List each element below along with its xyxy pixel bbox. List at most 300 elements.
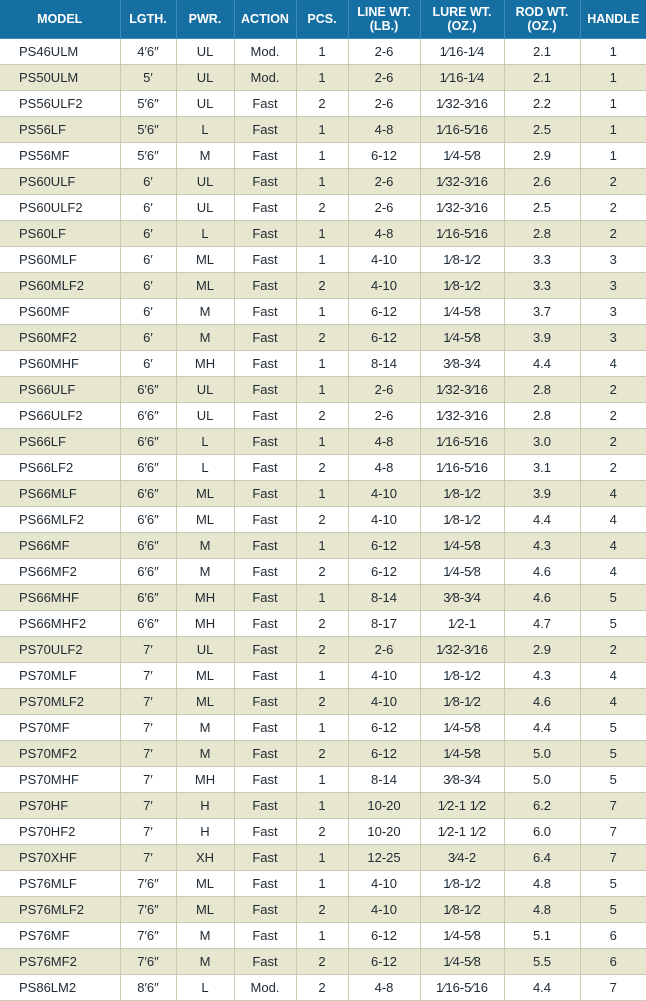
cell-handle: 4 bbox=[580, 558, 646, 584]
cell-handle: 2 bbox=[580, 376, 646, 402]
cell-model: PS60MF2 bbox=[0, 324, 120, 350]
cell-pieces: 1 bbox=[296, 766, 348, 792]
cell-rod-weight: 2.1 bbox=[504, 38, 580, 64]
table-row bbox=[0, 844, 646, 870]
cell-pieces: 2 bbox=[296, 948, 348, 974]
cell-line-weight: 4-8 bbox=[348, 220, 420, 246]
cell-handle: 1 bbox=[580, 38, 646, 64]
cell-lure-weight: 1⁄16-1⁄4 bbox=[420, 64, 504, 90]
cell-model: PS66ULF2 bbox=[0, 402, 120, 428]
cell-pieces: 2 bbox=[296, 324, 348, 350]
col-header-lure-weight: LURE WT. (OZ.) bbox=[420, 0, 504, 38]
cell-pieces: 1 bbox=[296, 376, 348, 402]
table-row bbox=[0, 610, 646, 636]
table-row bbox=[0, 246, 646, 272]
cell-length: 6′6″ bbox=[120, 532, 176, 558]
cell-model: PS66LF bbox=[0, 428, 120, 454]
cell-lure-weight: 1⁄16-5⁄16 bbox=[420, 116, 504, 142]
table-row bbox=[0, 402, 646, 428]
col-header-power: PWR. bbox=[176, 0, 234, 38]
cell-line-weight: 6-12 bbox=[348, 298, 420, 324]
cell-handle: 5 bbox=[580, 610, 646, 636]
cell-model: PS76MF bbox=[0, 922, 120, 948]
cell-pieces: 2 bbox=[296, 454, 348, 480]
cell-length: 7′ bbox=[120, 662, 176, 688]
cell-pieces: 1 bbox=[296, 246, 348, 272]
cell-lure-weight: 1⁄4-5⁄8 bbox=[420, 298, 504, 324]
cell-rod-weight: 3.7 bbox=[504, 298, 580, 324]
cell-rod-weight: 2.5 bbox=[504, 116, 580, 142]
cell-power: M bbox=[176, 740, 234, 766]
cell-pieces: 1 bbox=[296, 532, 348, 558]
cell-lure-weight: 3⁄4-2 bbox=[420, 844, 504, 870]
cell-rod-weight: 4.4 bbox=[504, 974, 580, 1000]
cell-power: ML bbox=[176, 662, 234, 688]
cell-line-weight: 8-17 bbox=[348, 610, 420, 636]
cell-line-weight: 8-14 bbox=[348, 350, 420, 376]
cell-handle: 4 bbox=[580, 480, 646, 506]
cell-action: Fast bbox=[234, 896, 296, 922]
cell-action: Fast bbox=[234, 324, 296, 350]
cell-rod-weight: 3.1 bbox=[504, 454, 580, 480]
cell-model: PS66MLF bbox=[0, 480, 120, 506]
table-row bbox=[0, 558, 646, 584]
cell-action: Fast bbox=[234, 90, 296, 116]
cell-action: Fast bbox=[234, 246, 296, 272]
cell-lure-weight: 1⁄16-5⁄16 bbox=[420, 220, 504, 246]
cell-power: M bbox=[176, 532, 234, 558]
cell-action: Fast bbox=[234, 870, 296, 896]
cell-lure-weight: 1⁄16-5⁄16 bbox=[420, 428, 504, 454]
cell-rod-weight: 5.0 bbox=[504, 740, 580, 766]
cell-pieces: 2 bbox=[296, 896, 348, 922]
cell-length: 7′6″ bbox=[120, 870, 176, 896]
cell-power: UL bbox=[176, 64, 234, 90]
col-header-action: ACTION bbox=[234, 0, 296, 38]
cell-action: Fast bbox=[234, 116, 296, 142]
cell-length: 6′ bbox=[120, 194, 176, 220]
cell-handle: 6 bbox=[580, 922, 646, 948]
cell-length: 6′6″ bbox=[120, 480, 176, 506]
cell-lure-weight: 1⁄8-1⁄2 bbox=[420, 896, 504, 922]
cell-power: UL bbox=[176, 90, 234, 116]
col-header-handle: HANDLE bbox=[580, 0, 646, 38]
cell-line-weight: 4-10 bbox=[348, 870, 420, 896]
cell-lure-weight: 1⁄16-1⁄4 bbox=[420, 38, 504, 64]
cell-power: ML bbox=[176, 870, 234, 896]
cell-model: PS66LF2 bbox=[0, 454, 120, 480]
cell-model: PS70HF2 bbox=[0, 818, 120, 844]
table-row bbox=[0, 688, 646, 714]
cell-lure-weight: 3⁄8-3⁄4 bbox=[420, 350, 504, 376]
cell-lure-weight: 1⁄16-5⁄16 bbox=[420, 454, 504, 480]
cell-pieces: 1 bbox=[296, 64, 348, 90]
cell-action: Fast bbox=[234, 688, 296, 714]
cell-lure-weight: 1⁄2-1 1⁄2 bbox=[420, 818, 504, 844]
table-row bbox=[0, 506, 646, 532]
cell-power: M bbox=[176, 324, 234, 350]
cell-line-weight: 10-20 bbox=[348, 818, 420, 844]
cell-model: PS70MLF bbox=[0, 662, 120, 688]
cell-pieces: 1 bbox=[296, 584, 348, 610]
cell-line-weight: 4-10 bbox=[348, 246, 420, 272]
cell-length: 8′6″ bbox=[120, 974, 176, 1000]
cell-rod-weight: 4.8 bbox=[504, 896, 580, 922]
cell-rod-weight: 4.3 bbox=[504, 662, 580, 688]
cell-power: L bbox=[176, 428, 234, 454]
cell-model: PS60ULF2 bbox=[0, 194, 120, 220]
cell-model: PS60MLF bbox=[0, 246, 120, 272]
cell-power: ML bbox=[176, 246, 234, 272]
table-row bbox=[0, 766, 646, 792]
cell-model: PS76MF2 bbox=[0, 948, 120, 974]
cell-length: 6′ bbox=[120, 272, 176, 298]
cell-length: 6′6″ bbox=[120, 402, 176, 428]
cell-pieces: 1 bbox=[296, 116, 348, 142]
table-row bbox=[0, 194, 646, 220]
cell-length: 6′ bbox=[120, 298, 176, 324]
table-row bbox=[0, 974, 646, 1000]
cell-line-weight: 4-10 bbox=[348, 688, 420, 714]
col-header-model: MODEL bbox=[0, 0, 120, 38]
cell-rod-weight: 4.6 bbox=[504, 688, 580, 714]
table-row bbox=[0, 662, 646, 688]
cell-rod-weight: 5.5 bbox=[504, 948, 580, 974]
cell-line-weight: 6-12 bbox=[348, 142, 420, 168]
cell-pieces: 2 bbox=[296, 740, 348, 766]
cell-handle: 5 bbox=[580, 870, 646, 896]
cell-rod-weight: 4.6 bbox=[504, 584, 580, 610]
cell-pieces: 1 bbox=[296, 38, 348, 64]
cell-length: 6′6″ bbox=[120, 428, 176, 454]
cell-length: 6′ bbox=[120, 324, 176, 350]
table-row bbox=[0, 272, 646, 298]
cell-pieces: 1 bbox=[296, 480, 348, 506]
cell-rod-weight: 2.8 bbox=[504, 376, 580, 402]
cell-line-weight: 2-6 bbox=[348, 64, 420, 90]
cell-model: PS86LM2 bbox=[0, 974, 120, 1000]
cell-action: Fast bbox=[234, 350, 296, 376]
cell-rod-weight: 4.8 bbox=[504, 870, 580, 896]
cell-length: 7′ bbox=[120, 740, 176, 766]
cell-model: PS60LF bbox=[0, 220, 120, 246]
col-header-pieces: PCS. bbox=[296, 0, 348, 38]
cell-handle: 4 bbox=[580, 532, 646, 558]
cell-power: L bbox=[176, 974, 234, 1000]
table-row bbox=[0, 584, 646, 610]
cell-power: UL bbox=[176, 38, 234, 64]
cell-handle: 7 bbox=[580, 818, 646, 844]
cell-line-weight: 6-12 bbox=[348, 558, 420, 584]
cell-action: Fast bbox=[234, 376, 296, 402]
cell-line-weight: 4-10 bbox=[348, 272, 420, 298]
cell-rod-weight: 6.2 bbox=[504, 792, 580, 818]
cell-pieces: 1 bbox=[296, 168, 348, 194]
table-row bbox=[0, 922, 646, 948]
col-header-length: LGTH. bbox=[120, 0, 176, 38]
cell-lure-weight: 1⁄4-5⁄8 bbox=[420, 740, 504, 766]
col-header-line-weight: LINE WT. (LB.) bbox=[348, 0, 420, 38]
table-row bbox=[0, 792, 646, 818]
cell-pieces: 2 bbox=[296, 818, 348, 844]
cell-action: Fast bbox=[234, 662, 296, 688]
cell-power: MH bbox=[176, 350, 234, 376]
cell-line-weight: 6-12 bbox=[348, 532, 420, 558]
cell-length: 4′6″ bbox=[120, 38, 176, 64]
cell-rod-weight: 3.9 bbox=[504, 480, 580, 506]
cell-lure-weight: 1⁄4-5⁄8 bbox=[420, 532, 504, 558]
cell-model: PS66MHF bbox=[0, 584, 120, 610]
cell-lure-weight: 1⁄4-5⁄8 bbox=[420, 558, 504, 584]
table-row bbox=[0, 350, 646, 376]
cell-handle: 4 bbox=[580, 662, 646, 688]
cell-model: PS60MF bbox=[0, 298, 120, 324]
cell-action: Fast bbox=[234, 402, 296, 428]
cell-model: PS60MLF2 bbox=[0, 272, 120, 298]
cell-lure-weight: 1⁄32-3⁄16 bbox=[420, 376, 504, 402]
cell-power: M bbox=[176, 922, 234, 948]
cell-rod-weight: 4.7 bbox=[504, 610, 580, 636]
cell-lure-weight: 1⁄8-1⁄2 bbox=[420, 246, 504, 272]
cell-handle: 2 bbox=[580, 168, 646, 194]
cell-rod-weight: 5.0 bbox=[504, 766, 580, 792]
cell-line-weight: 6-12 bbox=[348, 922, 420, 948]
cell-pieces: 2 bbox=[296, 974, 348, 1000]
table-row bbox=[0, 454, 646, 480]
cell-power: XH bbox=[176, 844, 234, 870]
cell-pieces: 1 bbox=[296, 220, 348, 246]
cell-rod-weight: 2.6 bbox=[504, 168, 580, 194]
cell-power: MH bbox=[176, 766, 234, 792]
cell-line-weight: 12-25 bbox=[348, 844, 420, 870]
cell-power: M bbox=[176, 558, 234, 584]
cell-power: MH bbox=[176, 584, 234, 610]
cell-model: PS46ULM bbox=[0, 38, 120, 64]
cell-rod-weight: 6.4 bbox=[504, 844, 580, 870]
cell-model: PS70MF2 bbox=[0, 740, 120, 766]
cell-model: PS50ULM bbox=[0, 64, 120, 90]
table-row bbox=[0, 480, 646, 506]
table-row bbox=[0, 896, 646, 922]
cell-power: UL bbox=[176, 168, 234, 194]
cell-model: PS66ULF bbox=[0, 376, 120, 402]
cell-lure-weight: 1⁄2-1 bbox=[420, 610, 504, 636]
cell-handle: 2 bbox=[580, 636, 646, 662]
table-body bbox=[0, 38, 646, 1000]
table-row bbox=[0, 948, 646, 974]
cell-action: Fast bbox=[234, 740, 296, 766]
cell-length: 7′ bbox=[120, 688, 176, 714]
cell-model: PS66MHF2 bbox=[0, 610, 120, 636]
cell-rod-weight: 4.4 bbox=[504, 506, 580, 532]
cell-lure-weight: 1⁄4-5⁄8 bbox=[420, 948, 504, 974]
cell-action: Fast bbox=[234, 220, 296, 246]
cell-power: M bbox=[176, 298, 234, 324]
cell-rod-weight: 2.8 bbox=[504, 402, 580, 428]
cell-length: 6′ bbox=[120, 350, 176, 376]
cell-lure-weight: 1⁄16-5⁄16 bbox=[420, 974, 504, 1000]
cell-line-weight: 2-6 bbox=[348, 168, 420, 194]
table-row bbox=[0, 532, 646, 558]
cell-action: Fast bbox=[234, 714, 296, 740]
cell-action: Fast bbox=[234, 194, 296, 220]
cell-power: L bbox=[176, 220, 234, 246]
table-header bbox=[0, 0, 646, 38]
cell-line-weight: 4-10 bbox=[348, 662, 420, 688]
cell-handle: 2 bbox=[580, 454, 646, 480]
cell-line-weight: 6-12 bbox=[348, 324, 420, 350]
cell-handle: 2 bbox=[580, 402, 646, 428]
cell-length: 5′6″ bbox=[120, 90, 176, 116]
cell-handle: 3 bbox=[580, 272, 646, 298]
cell-model: PS70HF bbox=[0, 792, 120, 818]
cell-model: PS56MF bbox=[0, 142, 120, 168]
cell-pieces: 1 bbox=[296, 350, 348, 376]
cell-length: 6′6″ bbox=[120, 558, 176, 584]
cell-length: 6′ bbox=[120, 168, 176, 194]
cell-lure-weight: 1⁄8-1⁄2 bbox=[420, 870, 504, 896]
cell-model: PS70MHF bbox=[0, 766, 120, 792]
cell-length: 7′ bbox=[120, 792, 176, 818]
cell-lure-weight: 1⁄32-3⁄16 bbox=[420, 90, 504, 116]
cell-lure-weight: 1⁄32-3⁄16 bbox=[420, 194, 504, 220]
cell-model: PS60ULF bbox=[0, 168, 120, 194]
cell-rod-weight: 2.8 bbox=[504, 220, 580, 246]
cell-line-weight: 2-6 bbox=[348, 402, 420, 428]
table-row bbox=[0, 142, 646, 168]
cell-pieces: 2 bbox=[296, 272, 348, 298]
cell-line-weight: 2-6 bbox=[348, 194, 420, 220]
cell-action: Fast bbox=[234, 428, 296, 454]
cell-action: Fast bbox=[234, 272, 296, 298]
cell-line-weight: 4-8 bbox=[348, 454, 420, 480]
table-row bbox=[0, 38, 646, 64]
cell-lure-weight: 1⁄32-3⁄16 bbox=[420, 168, 504, 194]
cell-length: 7′ bbox=[120, 766, 176, 792]
cell-length: 6′6″ bbox=[120, 454, 176, 480]
cell-model: PS56ULF2 bbox=[0, 90, 120, 116]
cell-handle: 2 bbox=[580, 428, 646, 454]
cell-power: MH bbox=[176, 610, 234, 636]
cell-length: 7′6″ bbox=[120, 948, 176, 974]
cell-length: 6′6″ bbox=[120, 610, 176, 636]
cell-length: 7′ bbox=[120, 636, 176, 662]
cell-pieces: 1 bbox=[296, 922, 348, 948]
cell-power: M bbox=[176, 714, 234, 740]
cell-handle: 6 bbox=[580, 948, 646, 974]
cell-length: 6′ bbox=[120, 220, 176, 246]
cell-length: 7′6″ bbox=[120, 896, 176, 922]
cell-pieces: 1 bbox=[296, 662, 348, 688]
cell-pieces: 2 bbox=[296, 194, 348, 220]
cell-rod-weight: 4.6 bbox=[504, 558, 580, 584]
cell-pieces: 1 bbox=[296, 870, 348, 896]
cell-action: Mod. bbox=[234, 38, 296, 64]
cell-power: L bbox=[176, 454, 234, 480]
cell-power: ML bbox=[176, 688, 234, 714]
cell-handle: 1 bbox=[580, 142, 646, 168]
cell-rod-weight: 6.0 bbox=[504, 818, 580, 844]
cell-length: 6′ bbox=[120, 246, 176, 272]
cell-model: PS70MLF2 bbox=[0, 688, 120, 714]
cell-pieces: 1 bbox=[296, 298, 348, 324]
cell-lure-weight: 1⁄32-3⁄16 bbox=[420, 402, 504, 428]
cell-rod-weight: 4.4 bbox=[504, 714, 580, 740]
table-row bbox=[0, 168, 646, 194]
cell-action: Fast bbox=[234, 506, 296, 532]
cell-lure-weight: 1⁄8-1⁄2 bbox=[420, 480, 504, 506]
cell-rod-weight: 4.4 bbox=[504, 350, 580, 376]
cell-action: Fast bbox=[234, 532, 296, 558]
cell-rod-weight: 4.3 bbox=[504, 532, 580, 558]
cell-action: Fast bbox=[234, 792, 296, 818]
cell-power: H bbox=[176, 792, 234, 818]
table-row bbox=[0, 116, 646, 142]
cell-pieces: 1 bbox=[296, 428, 348, 454]
cell-action: Fast bbox=[234, 636, 296, 662]
cell-line-weight: 2-6 bbox=[348, 38, 420, 64]
cell-power: L bbox=[176, 116, 234, 142]
cell-rod-weight: 3.0 bbox=[504, 428, 580, 454]
cell-rod-weight: 2.9 bbox=[504, 636, 580, 662]
cell-power: ML bbox=[176, 272, 234, 298]
cell-power: UL bbox=[176, 402, 234, 428]
cell-handle: 5 bbox=[580, 766, 646, 792]
cell-line-weight: 4-10 bbox=[348, 896, 420, 922]
cell-power: ML bbox=[176, 480, 234, 506]
cell-action: Fast bbox=[234, 584, 296, 610]
cell-rod-weight: 2.1 bbox=[504, 64, 580, 90]
cell-action: Fast bbox=[234, 142, 296, 168]
cell-action: Fast bbox=[234, 922, 296, 948]
cell-handle: 1 bbox=[580, 116, 646, 142]
cell-action: Fast bbox=[234, 818, 296, 844]
cell-rod-weight: 2.5 bbox=[504, 194, 580, 220]
cell-lure-weight: 1⁄8-1⁄2 bbox=[420, 662, 504, 688]
cell-model: PS70XHF bbox=[0, 844, 120, 870]
cell-handle: 4 bbox=[580, 688, 646, 714]
cell-power: ML bbox=[176, 896, 234, 922]
cell-line-weight: 6-12 bbox=[348, 948, 420, 974]
cell-model: PS76MLF bbox=[0, 870, 120, 896]
cell-power: M bbox=[176, 948, 234, 974]
cell-handle: 1 bbox=[580, 90, 646, 116]
table-row bbox=[0, 220, 646, 246]
cell-model: PS66MF2 bbox=[0, 558, 120, 584]
cell-action: Fast bbox=[234, 480, 296, 506]
cell-lure-weight: 1⁄8-1⁄2 bbox=[420, 272, 504, 298]
cell-rod-weight: 3.9 bbox=[504, 324, 580, 350]
cell-handle: 2 bbox=[580, 194, 646, 220]
cell-handle: 2 bbox=[580, 220, 646, 246]
table-row bbox=[0, 714, 646, 740]
cell-handle: 5 bbox=[580, 584, 646, 610]
cell-line-weight: 4-8 bbox=[348, 974, 420, 1000]
cell-pieces: 1 bbox=[296, 792, 348, 818]
cell-action: Mod. bbox=[234, 64, 296, 90]
cell-handle: 7 bbox=[580, 974, 646, 1000]
cell-rod-weight: 3.3 bbox=[504, 246, 580, 272]
table-row bbox=[0, 870, 646, 896]
cell-action: Fast bbox=[234, 558, 296, 584]
cell-pieces: 2 bbox=[296, 610, 348, 636]
cell-rod-weight: 3.3 bbox=[504, 272, 580, 298]
table-row bbox=[0, 324, 646, 350]
cell-model: PS66MF bbox=[0, 532, 120, 558]
table-row bbox=[0, 428, 646, 454]
table-row bbox=[0, 376, 646, 402]
cell-pieces: 2 bbox=[296, 636, 348, 662]
